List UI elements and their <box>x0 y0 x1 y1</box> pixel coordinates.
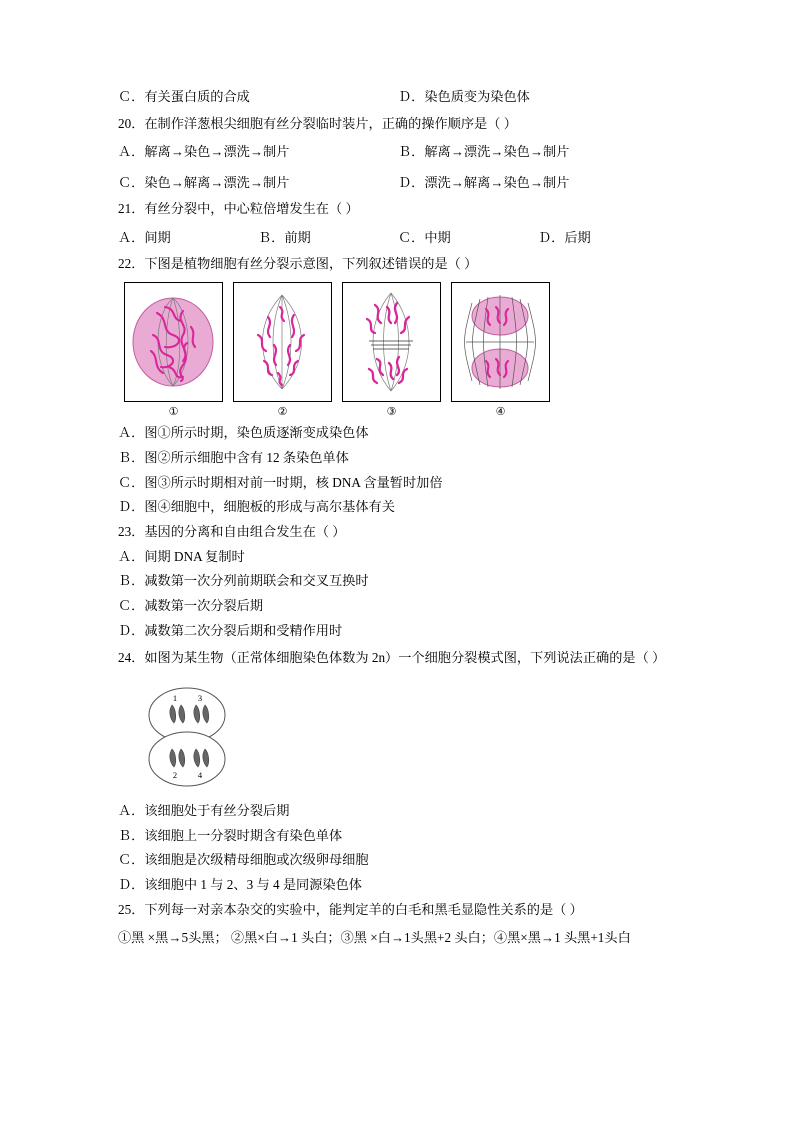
mitosis-diagram-figure <box>124 282 684 418</box>
question-23-option-d: Ｄ．减数第二次分裂后期和受精作用时 <box>118 622 343 638</box>
option-c: Ｃ．染色→解离→漂洗→制片 <box>118 174 290 190</box>
chromosome-label-1: 1 <box>172 693 178 704</box>
question-24-option-d: Ｄ．该细胞中 1 与 2、3 与 4 是同源染色体 <box>118 877 362 893</box>
option-d: Ｄ．染色质变为染色体 <box>398 89 530 104</box>
question-25-options: ①黑 ×黑→5头黑； ②黑×白→1 头白；③黑 ×白→1头黑+2 头白；④黑×黑→1 头黑+1头白 <box>118 929 631 945</box>
question-24-stem: 24．如图为某生物（正常体细胞染色体数为 2n）一个细胞分裂模式图，下列说法正确的是（ ） <box>118 650 666 666</box>
mitosis-cell-3 <box>342 282 441 402</box>
question-23-stem: 23．基因的分离和自由组合发生在（ ） <box>118 523 346 539</box>
option-c: Ｃ．有关蛋白质的合成 <box>118 89 250 104</box>
question-20-options-row2 <box>118 172 678 191</box>
figure-label-1: ① <box>168 406 179 419</box>
option-d: Ｄ．漂洗→解离→染色→制片 <box>398 174 570 190</box>
mitosis-cell-4 <box>451 282 550 402</box>
mitosis-figure-labels <box>124 405 684 418</box>
question-24-option-c: Ｃ．该细胞是次级精母细胞或次级卵母细胞 <box>118 852 369 868</box>
question-23-option-b: Ｂ．减数第一次分列前期联会和交叉互换时 <box>118 573 369 589</box>
document-body <box>118 86 678 958</box>
question-24-option-b: Ｂ．该细胞上一分裂时期含有染色单体 <box>118 827 343 843</box>
question-20-stem: 20．在制作洋葱根尖细胞有丝分裂临时装片，正确的操作顺序是（ ） <box>118 115 517 131</box>
question-22-option-a: Ａ．图①所示时期，染色质逐渐变成染色体 <box>118 425 369 441</box>
question-21-options <box>118 227 678 246</box>
option-d: Ｄ．后期 <box>538 229 591 245</box>
mitosis-cell-2 <box>233 282 332 402</box>
question-21-stem: 21．有丝分裂中，中心粒倍增发生在（ ） <box>118 201 359 217</box>
mitosis-cell-1 <box>124 282 223 402</box>
chromosome-label-3: 3 <box>197 693 203 704</box>
figure-label-2: ② <box>277 406 288 419</box>
option-b: Ｂ．解离→漂洗→染色→制片 <box>398 144 570 160</box>
chromosome-label-2: 2 <box>172 770 178 781</box>
option-b: Ｂ．前期 <box>258 229 311 245</box>
option-a: Ａ．间期 <box>118 229 171 245</box>
chromosome-label-4: 4 <box>197 770 203 781</box>
question-22-option-d: Ｄ．图④细胞中，细胞板的形成与高尔基体有关 <box>118 499 395 515</box>
option-a: Ａ．解离→染色→漂洗→制片 <box>118 144 290 160</box>
question-24-option-a: Ａ．该细胞处于有丝分裂后期 <box>118 803 290 819</box>
cell-division-figure <box>132 679 242 794</box>
question-20-options-row1 <box>118 141 678 160</box>
question-23-option-a: Ａ．间期 DNA 复制时 <box>118 548 245 564</box>
question-22-option-b: Ｂ．图②所示细胞中含有 12 条染色单体 <box>118 449 349 465</box>
question-23-option-c: Ｃ．减数第一次分裂后期 <box>118 598 264 614</box>
question-25-stem: 25．下列每一对亲本杂交的实验中，能判定羊的白毛和黑毛显隐性关系的是（ ） <box>118 901 583 917</box>
option-c: Ｃ．中期 <box>398 229 451 245</box>
figure-label-3: ③ <box>386 406 397 419</box>
question-22-option-c: Ｃ．图③所示时期相对前一时期，核 DNA 含量暂时加倍 <box>118 474 443 490</box>
figure-label-4: ④ <box>495 406 506 419</box>
question-22-stem: 22．下图是植物细胞有丝分裂示意图，下列叙述错误的是（ ） <box>118 256 478 272</box>
question-19-options <box>118 86 678 105</box>
